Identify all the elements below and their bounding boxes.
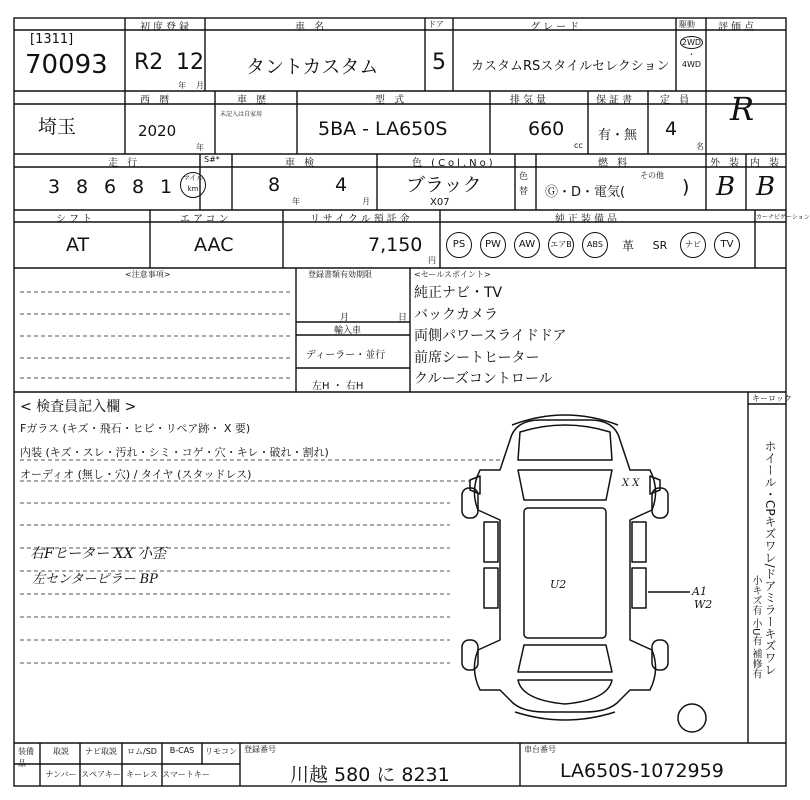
warranty-label: 保証書	[596, 95, 635, 106]
equipment-sr: SR	[652, 238, 668, 252]
handle-label: 左H ・ 右H	[312, 381, 364, 392]
keyless-label: キーロック	[752, 394, 792, 403]
grade-value: カスタムRSスタイルセレクション	[471, 59, 670, 74]
recycle-label: リサイクル預託金	[310, 214, 413, 225]
reg-doc-day: 日	[398, 313, 408, 323]
model-label: 型 式	[375, 95, 408, 106]
sales-point: バックカメラ	[414, 306, 498, 323]
car-rear-window	[518, 645, 612, 672]
car-rear-gate	[518, 680, 612, 704]
equipment-ps: PS	[446, 232, 472, 258]
mark-xx: X X	[622, 478, 640, 489]
capacity-label: 定 員	[660, 95, 693, 106]
history-sub: 未記入は自家用	[220, 111, 263, 118]
chassis-label: 車台番号	[524, 745, 556, 754]
equipment-left: 装備品	[18, 747, 34, 768]
mark-w2: W2	[694, 598, 713, 611]
spare-tire	[678, 704, 706, 732]
reg-doc-month: 月	[340, 313, 350, 323]
year-western: 2020	[138, 122, 177, 140]
interior-line: 内装 (キズ・スレ・汚れ・シミ・コゲ・穴・キレ・破れ・割れ)	[20, 446, 329, 459]
reg-month: 12	[176, 50, 204, 75]
equipment-label: 純正装備品	[555, 214, 620, 225]
caution-label: <注意事項>	[125, 270, 171, 279]
hand-note-1: 右Fヒーター XX 小歪	[30, 546, 166, 562]
model-value: 5BA - LA650S	[318, 118, 448, 140]
reg-doc-label: 登録書類有効期限	[308, 270, 372, 279]
inspection-m-unit: 月	[362, 197, 370, 206]
sales-point: クルーズコントロール	[414, 371, 553, 387]
drive-2wd: 2WD	[681, 38, 702, 47]
footer-item: ナビ取説	[85, 747, 117, 756]
drive-dot: ・	[687, 50, 696, 59]
inspection-label: 車 検	[285, 158, 318, 169]
car-right-rear-door	[632, 568, 646, 608]
warranty-value: 有・無	[598, 128, 638, 143]
footer-item: スマートキー	[162, 770, 210, 779]
recycle-amount: 7,150	[368, 234, 423, 256]
car-roof	[524, 508, 606, 638]
grade-label: グレード	[530, 22, 582, 33]
inspection-year: 8	[268, 174, 281, 196]
sales-point: 純正ナビ・TV	[414, 285, 503, 301]
mileage-digit: 8	[131, 176, 145, 198]
inspection-month: 4	[335, 174, 348, 196]
exterior-label: 外 装	[710, 158, 743, 169]
lot-prefix: [1311]	[30, 32, 74, 47]
car-rear-bumper	[515, 712, 615, 720]
reg-era: R2	[134, 50, 164, 75]
fuel-text: Ⓖ・D・電気(	[545, 185, 626, 200]
mark-a1: A1	[692, 585, 707, 598]
fuel-other-label: その他	[640, 171, 664, 180]
footer-item: ロム/SD	[127, 747, 157, 756]
inspector-title: < 検査員記入欄 >	[20, 399, 137, 415]
prefecture: 埼玉	[38, 116, 77, 138]
sales-point: 前席シートヒーター	[414, 349, 540, 366]
displacement-label: 排気量	[510, 95, 549, 106]
color-code: X07	[430, 197, 450, 208]
exterior-score: B	[716, 172, 736, 202]
score-value: R	[730, 90, 755, 128]
doors-label: ドア	[428, 20, 444, 29]
plate-label: 登録番号	[244, 745, 276, 754]
dealer-label: ディーラー・並行	[306, 350, 386, 361]
score-label: 評価点	[718, 22, 757, 33]
footer-item: B-CAS	[169, 746, 195, 755]
era-label: 西 暦	[140, 95, 173, 106]
recycle-unit: 円	[428, 256, 436, 265]
footer-item: リモコン	[205, 747, 237, 756]
fuel-close: )	[682, 176, 690, 198]
mileage-digit: 1	[159, 176, 173, 198]
interior-label: 内 装	[750, 158, 783, 169]
displacement-unit: cc	[574, 141, 583, 150]
capacity-unit: 名	[696, 142, 704, 151]
color-label: 色 (Col.No)	[412, 158, 496, 169]
mileage-unit: マイル km	[180, 172, 206, 198]
car-body-outline	[474, 420, 655, 712]
hand-note-2: 左センターピラー BP	[32, 572, 158, 587]
equipment-navi: ナビ	[680, 232, 706, 258]
first-reg-label: 初度登録	[140, 22, 192, 33]
chassis-value: LA650S-1072959	[560, 760, 724, 782]
footer-item: キーレス	[126, 770, 158, 779]
footer-row2	[42, 769, 210, 780]
month-unit: 月	[196, 81, 204, 90]
capacity-value: 4	[665, 118, 678, 140]
shift-value: AT	[66, 234, 90, 256]
car-hood	[518, 425, 612, 460]
doors-value: 5	[432, 50, 446, 75]
displacement-value: 660	[528, 118, 565, 140]
lot-number: 70093	[25, 50, 108, 80]
mark-u2: U2	[550, 578, 567, 591]
color-name: ブラック	[406, 174, 482, 196]
car-left-front-door	[484, 522, 498, 562]
mileage-digit: 3	[47, 176, 61, 198]
interior-score: B	[756, 172, 776, 202]
drive-4wd: 4WD	[681, 60, 702, 69]
history-label: 車 歴	[237, 95, 270, 106]
glass-line: Fガラス (キズ・飛石・ヒビ・リペア跡・ X 要)	[20, 422, 251, 435]
sales-point: 両側パワースライドドア	[414, 328, 567, 344]
footer-item: ナンバー	[45, 770, 77, 779]
side-text: ホイール・CPキズワレ/ドアミラーキズワレ	[763, 440, 777, 676]
color-change-label: 色替	[519, 172, 529, 197]
equipment-airbag: エアB	[548, 232, 574, 258]
ac-label: エアコン	[180, 214, 232, 225]
equipment-tv: TV	[714, 232, 740, 258]
shift-label: シフト	[56, 214, 95, 225]
equipment-abs: ABS	[582, 232, 608, 258]
car-nav-label: カーナビゲーション	[756, 214, 810, 221]
drive-label: 駆動	[679, 20, 695, 29]
import-label: 輸入車	[334, 326, 362, 336]
fuel-label: 燃 料	[598, 158, 631, 169]
equipment-leather: 革	[621, 238, 634, 253]
side-text-2: 小キズ有 小U有 補修有	[750, 575, 761, 679]
equipment-aw: AW	[514, 232, 540, 258]
equipment-pw: PW	[480, 232, 506, 258]
mileage-digit: 6	[103, 176, 117, 198]
sales-label: <セールスポイント>	[414, 270, 491, 279]
footer-row1	[42, 746, 240, 757]
car-right-front-door	[632, 522, 646, 562]
ac-value: AAC	[194, 234, 234, 256]
inspection-y-unit: 年	[292, 197, 300, 206]
mileage-digit: 8	[75, 176, 89, 198]
year-unit: 年	[178, 81, 186, 90]
car-name-label: 車 名	[295, 22, 328, 33]
year-unit-small: 年	[196, 143, 204, 152]
car-windshield	[518, 470, 612, 500]
mileage-label: 走 行	[108, 158, 141, 169]
audio-line: オーディオ (無し・穴) / タイヤ (スタッドレス)	[20, 468, 252, 481]
footer-item: スペアキー	[81, 770, 121, 779]
footer-item: 取説	[53, 747, 69, 756]
meter-label: S#*	[204, 155, 220, 164]
car-name: タントカスタム	[246, 56, 379, 78]
car-left-rear-door	[484, 568, 498, 608]
plate-value: 川越 580 に 8231	[290, 764, 450, 786]
